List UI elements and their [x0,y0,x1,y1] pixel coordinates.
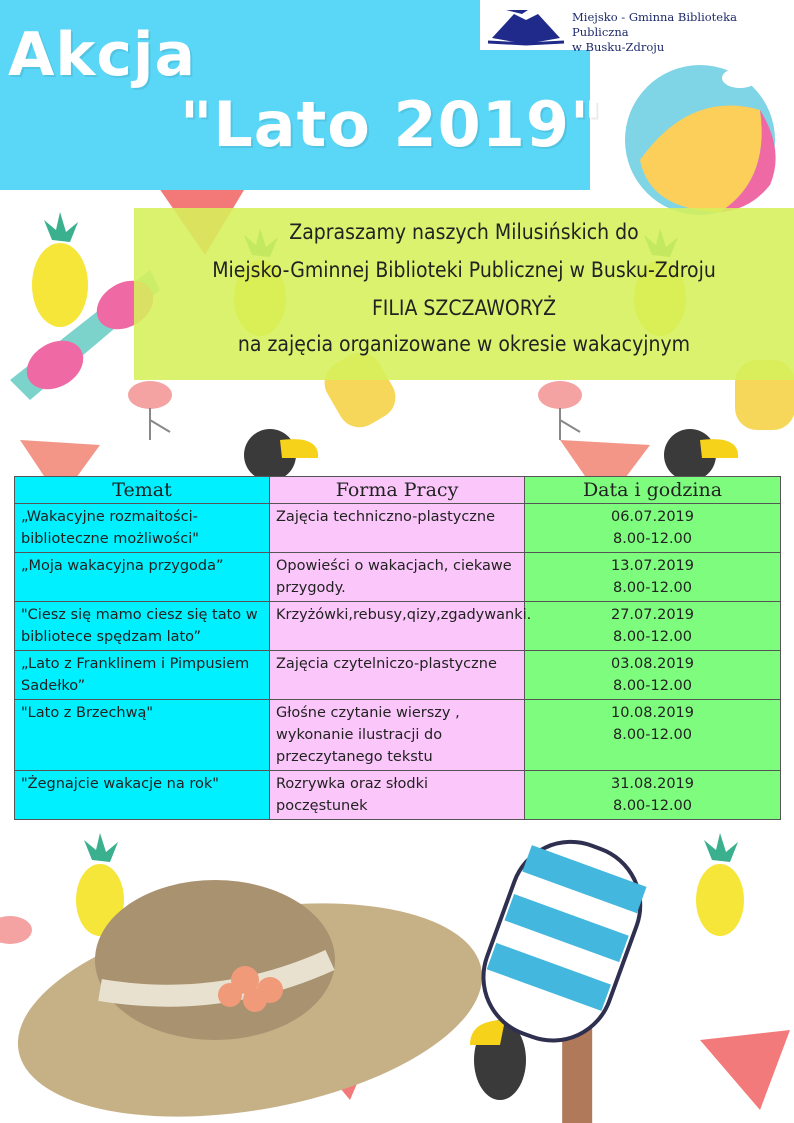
date-cell [525,553,781,602]
date-cell [525,700,781,771]
date-cell [525,771,781,820]
header-date: Data i godzina [525,477,781,504]
time-value: 8.00-12.00 [612,531,693,547]
date-value: 03.08.2019 [610,656,695,672]
form-cell: Głośne czytanie wierszy , wykonanie ilustracji do przeczytanego tekstu [270,700,525,771]
header-topic: Temat [15,477,270,504]
toucan-icon [244,429,318,481]
flamingo-icon [128,381,172,440]
table-row [15,651,781,700]
table-header-row [15,477,781,504]
topic-cell: "Ciesz się mamo ciesz się tato w bibliotece spędzam lato” [15,602,270,651]
date-value: 06.07.2019 [610,509,695,525]
watermelon-icon [700,1030,790,1110]
library-logo [480,0,794,54]
form-cell: Rozrywka oraz słodki poczęstunek [270,771,525,820]
invitation-line-3: FILIA SZCZAWORYŻ [371,296,557,320]
toucan-icon [664,429,738,481]
invitation-box [134,208,794,380]
date-cell [525,651,781,700]
title-line-1: Akcja [8,20,196,90]
topic-cell: "Żegnajcie wakacje na rok" [15,771,270,820]
beach-ball-icon [625,65,776,215]
time-value: 8.00-12.00 [612,580,693,596]
time-value: 8.00-12.00 [612,727,693,743]
time-value: 8.00-12.00 [612,678,693,694]
title-line-2: "Lato 2019" [180,88,604,161]
form-cell: Zajęcia czytelniczo-plastyczne [270,651,525,700]
topic-cell: „Wakacyjne rozmaitości-biblioteczne możliwości" [15,504,270,553]
time-value: 8.00-12.00 [612,798,693,814]
time-value: 8.00-12.00 [612,629,693,645]
table-row [15,553,781,602]
invitation-line-1: Zapraszamy naszych Milusińskich do [289,220,639,244]
date-cell [525,504,781,553]
date-value: 13.07.2019 [610,558,695,574]
library-name [572,10,792,55]
pineapple-icon [32,212,88,327]
table-row [15,602,781,651]
form-cell: Opowieści o wakacjach, ciekawe przygody. [270,553,525,602]
topic-cell: „Lato z Franklinem i Pimpusiem Sadełko” [15,651,270,700]
library-name-line-2: w Busku-Zdroju [572,40,665,54]
header-form: Forma Pracy [270,477,525,504]
invitation-line-4: na zajęcia organizowane w okresie wakacyjnym [237,332,691,356]
table-row [15,700,781,771]
invitation-line-2: Miejsko-Gminnej Biblioteki Publicznej w Busku-Zdroju [212,258,716,282]
date-value: 10.08.2019 [610,705,695,721]
library-name-line-1: Miejsko - Gminna Biblioteka Publiczna [572,10,737,39]
form-cell: Zajęcia techniczno-plastyczne [270,504,525,553]
open-book-icon [486,4,566,46]
form-cell: Krzyżówki,rebusy,qizy,zgadywanki. [270,602,525,651]
flamingo-icon [0,916,32,944]
schedule-table [14,476,781,820]
date-cell [525,602,781,651]
date-value: 27.07.2019 [610,607,695,623]
table-row [15,771,781,820]
sun-hat-icon [1,871,499,1123]
pineapple-icon [696,833,744,936]
flamingo-icon [538,381,582,440]
date-value: 31.08.2019 [610,776,695,792]
topic-cell: "Lato z Brzechwą" [15,700,270,771]
table-row [15,504,781,553]
topic-cell: „Moja wakacyjna przygoda” [15,553,270,602]
